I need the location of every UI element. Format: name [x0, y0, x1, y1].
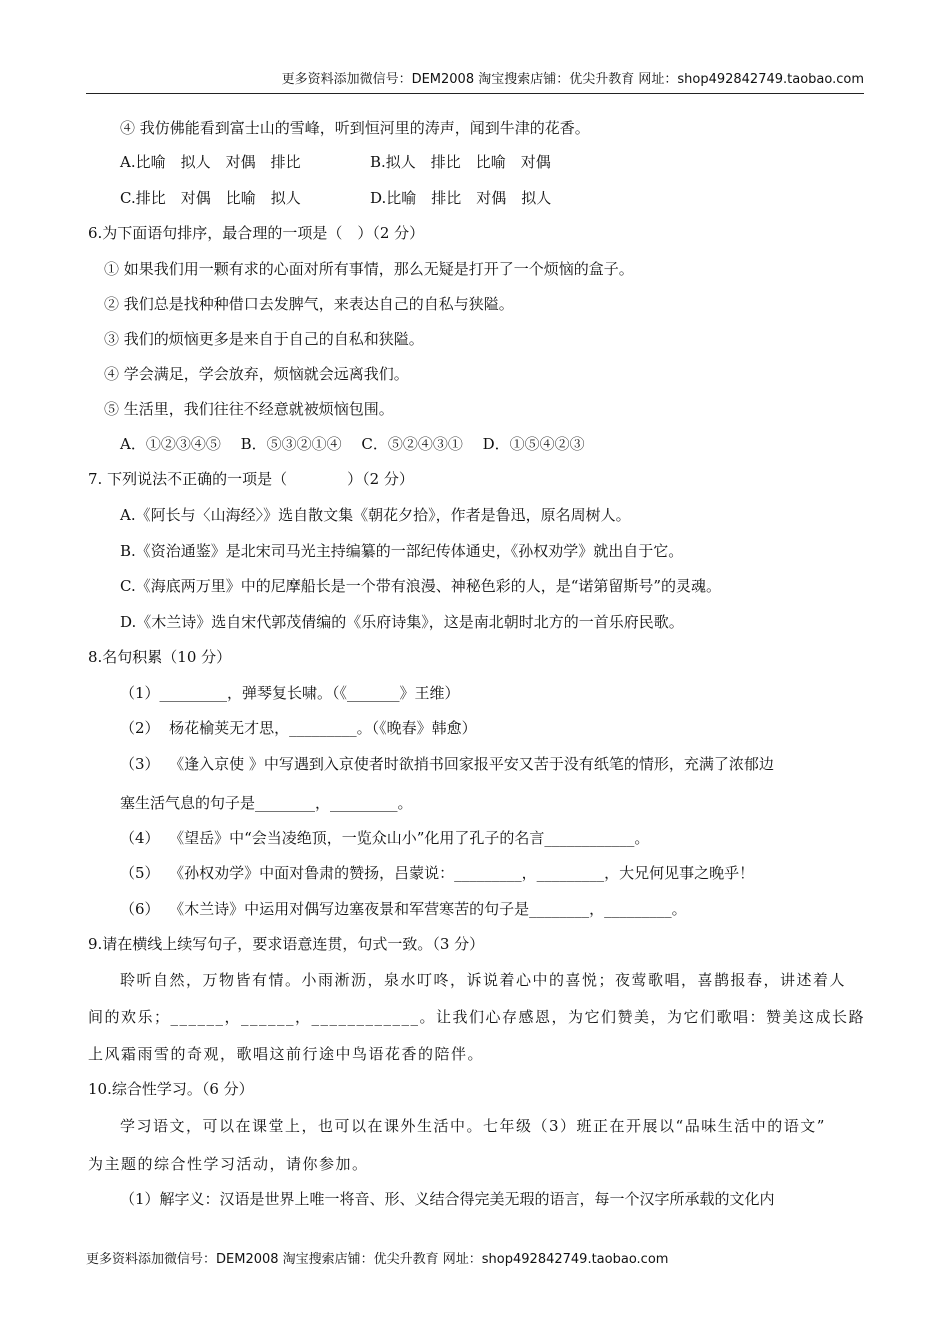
q6-sentence-1: ① 如果我们用一颗有求的心面对所有事情，那么无疑是打开了一个烦恼的盒子。	[104, 260, 634, 278]
q8-line-3b: 塞生活气息的句子是________，_________。	[120, 794, 413, 812]
q8-line-2: （2） 杨花榆荚无才思，_________。（《晚春》韩愈）	[120, 719, 477, 737]
q6-sentence-4: ④ 学会满足，学会放弃，烦恼就会远离我们。	[104, 365, 409, 383]
q8-line-3a: （3） 《逢入京使 》中写遇到入京使者时欲捎书回家报平安又苦于没有纸笔的情形，充满了浓郁边	[120, 755, 774, 773]
q8-stem: 8.名句积累（10 分）	[88, 648, 232, 666]
q10-paragraph-line-1: 学习语文，可以在课堂上，也可以在课外生活中。七年级（3）班正在开展以“品味生活中的语文”	[120, 1117, 826, 1135]
q9-paragraph-line-2: 间的欢乐；______，______，____________。让我们心存感恩，为它们赞美，为它们歌唱：赞美这成长路	[88, 1008, 866, 1026]
q7-option-a: A.《阿长与〈山海经〉》选自散文集《朝花夕拾》，作者是鲁迅，原名周树人。	[120, 506, 631, 524]
page-header: 更多资料添加微信号：DEM2008 淘宝搜索店铺：优尖升教育 网址：shop492842749.taobao.com	[86, 68, 864, 94]
q5-option-d: D.比喻 排比 对偶 拟人	[370, 189, 552, 207]
q5-option-b: B.拟人 排比 比喻 对偶	[370, 153, 551, 171]
q9-stem: 9.请在横线上续写句子，要求语意连贯，句式一致。（3 分）	[88, 935, 485, 953]
q7-option-d: D.《木兰诗》选自宋代郭茂倩编的《乐府诗集》，这是南北朝时北方的一首乐府民歌。	[120, 613, 684, 631]
q5-item-4: ④ 我仿佛能看到富士山的雪峰，听到恒河里的涛声，闻到牛津的花香。	[120, 119, 590, 137]
q6-sentence-3: ③ 我们的烦恼更多是来自于自己的自私和狭隘。	[104, 330, 424, 348]
q6-stem: 6.为下面语句排序，最合理的一项是（ ）（2 分）	[88, 224, 425, 242]
q7-option-c: C.《海底两万里》中的尼摩船长是一个带有浪漫、神秘色彩的人，是“诺第留斯号”的灵魂。	[120, 577, 722, 595]
q7-stem: 7. 下列说法不正确的一项是（ ）（2 分）	[88, 470, 414, 488]
q8-line-6: （6） 《木兰诗》中运用对偶写边塞夜景和军营寒苦的句子是________，_________。	[120, 900, 687, 918]
q7-option-b: B.《资治通鉴》是北宋司马光主持编纂的一部纪传体通史，《孙权劝学》就出自于它。	[120, 542, 684, 560]
q6-sentence-5: ⑤ 生活里，我们往往不经意就被烦恼包围。	[104, 400, 394, 418]
q5-option-a: A.比喻 拟人 对偶 排比	[120, 153, 301, 171]
q10-subquestion-1: （1）解字义：汉语是世界上唯一将音、形、义结合得完美无瑕的语言，每一个汉字所承载的文化内	[120, 1190, 775, 1208]
q10-paragraph-line-2: 为主题的综合性学习活动，请你参加。	[88, 1155, 369, 1173]
q8-line-1: （1）_________，弹琴复长啸。（《_______》王维）	[120, 684, 460, 702]
q8-line-4: （4） 《望岳》中“会当凌绝顶，一览众山小”化用了孔子的名言____________。	[120, 829, 650, 847]
q9-paragraph-line-3: 上风霜雨雪的奇观，歌唱这前行途中鸟语花香的陪伴。	[88, 1045, 485, 1063]
q9-paragraph-line-1: 聆听自然，万物皆有情。小雨淅沥，泉水叮咚，诉说着心中的喜悦；夜莺歌唱，喜鹊报春，讲述着人	[120, 971, 847, 989]
q10-stem: 10.综合性学习。（6 分）	[88, 1080, 254, 1098]
q5-option-c: C.排比 对偶 比喻 拟人	[120, 189, 301, 207]
page-footer: 更多资料添加微信号：DEM2008 淘宝搜索店铺：优尖升教育 网址：shop492842749.taobao.com	[86, 1252, 669, 1267]
q8-line-5: （5） 《孙权劝学》中面对鲁肃的赞扬，吕蒙说：_________，_________，大兄何见事之晚乎！	[120, 864, 755, 882]
q6-sentence-2: ② 我们总是找种种借口去发脾气，来表达自己的自私与狭隘。	[104, 295, 514, 313]
q6-options: A．①②③④⑤ B．⑤③②①④ C．⑤②④③① D．①⑤④②③	[120, 435, 585, 453]
